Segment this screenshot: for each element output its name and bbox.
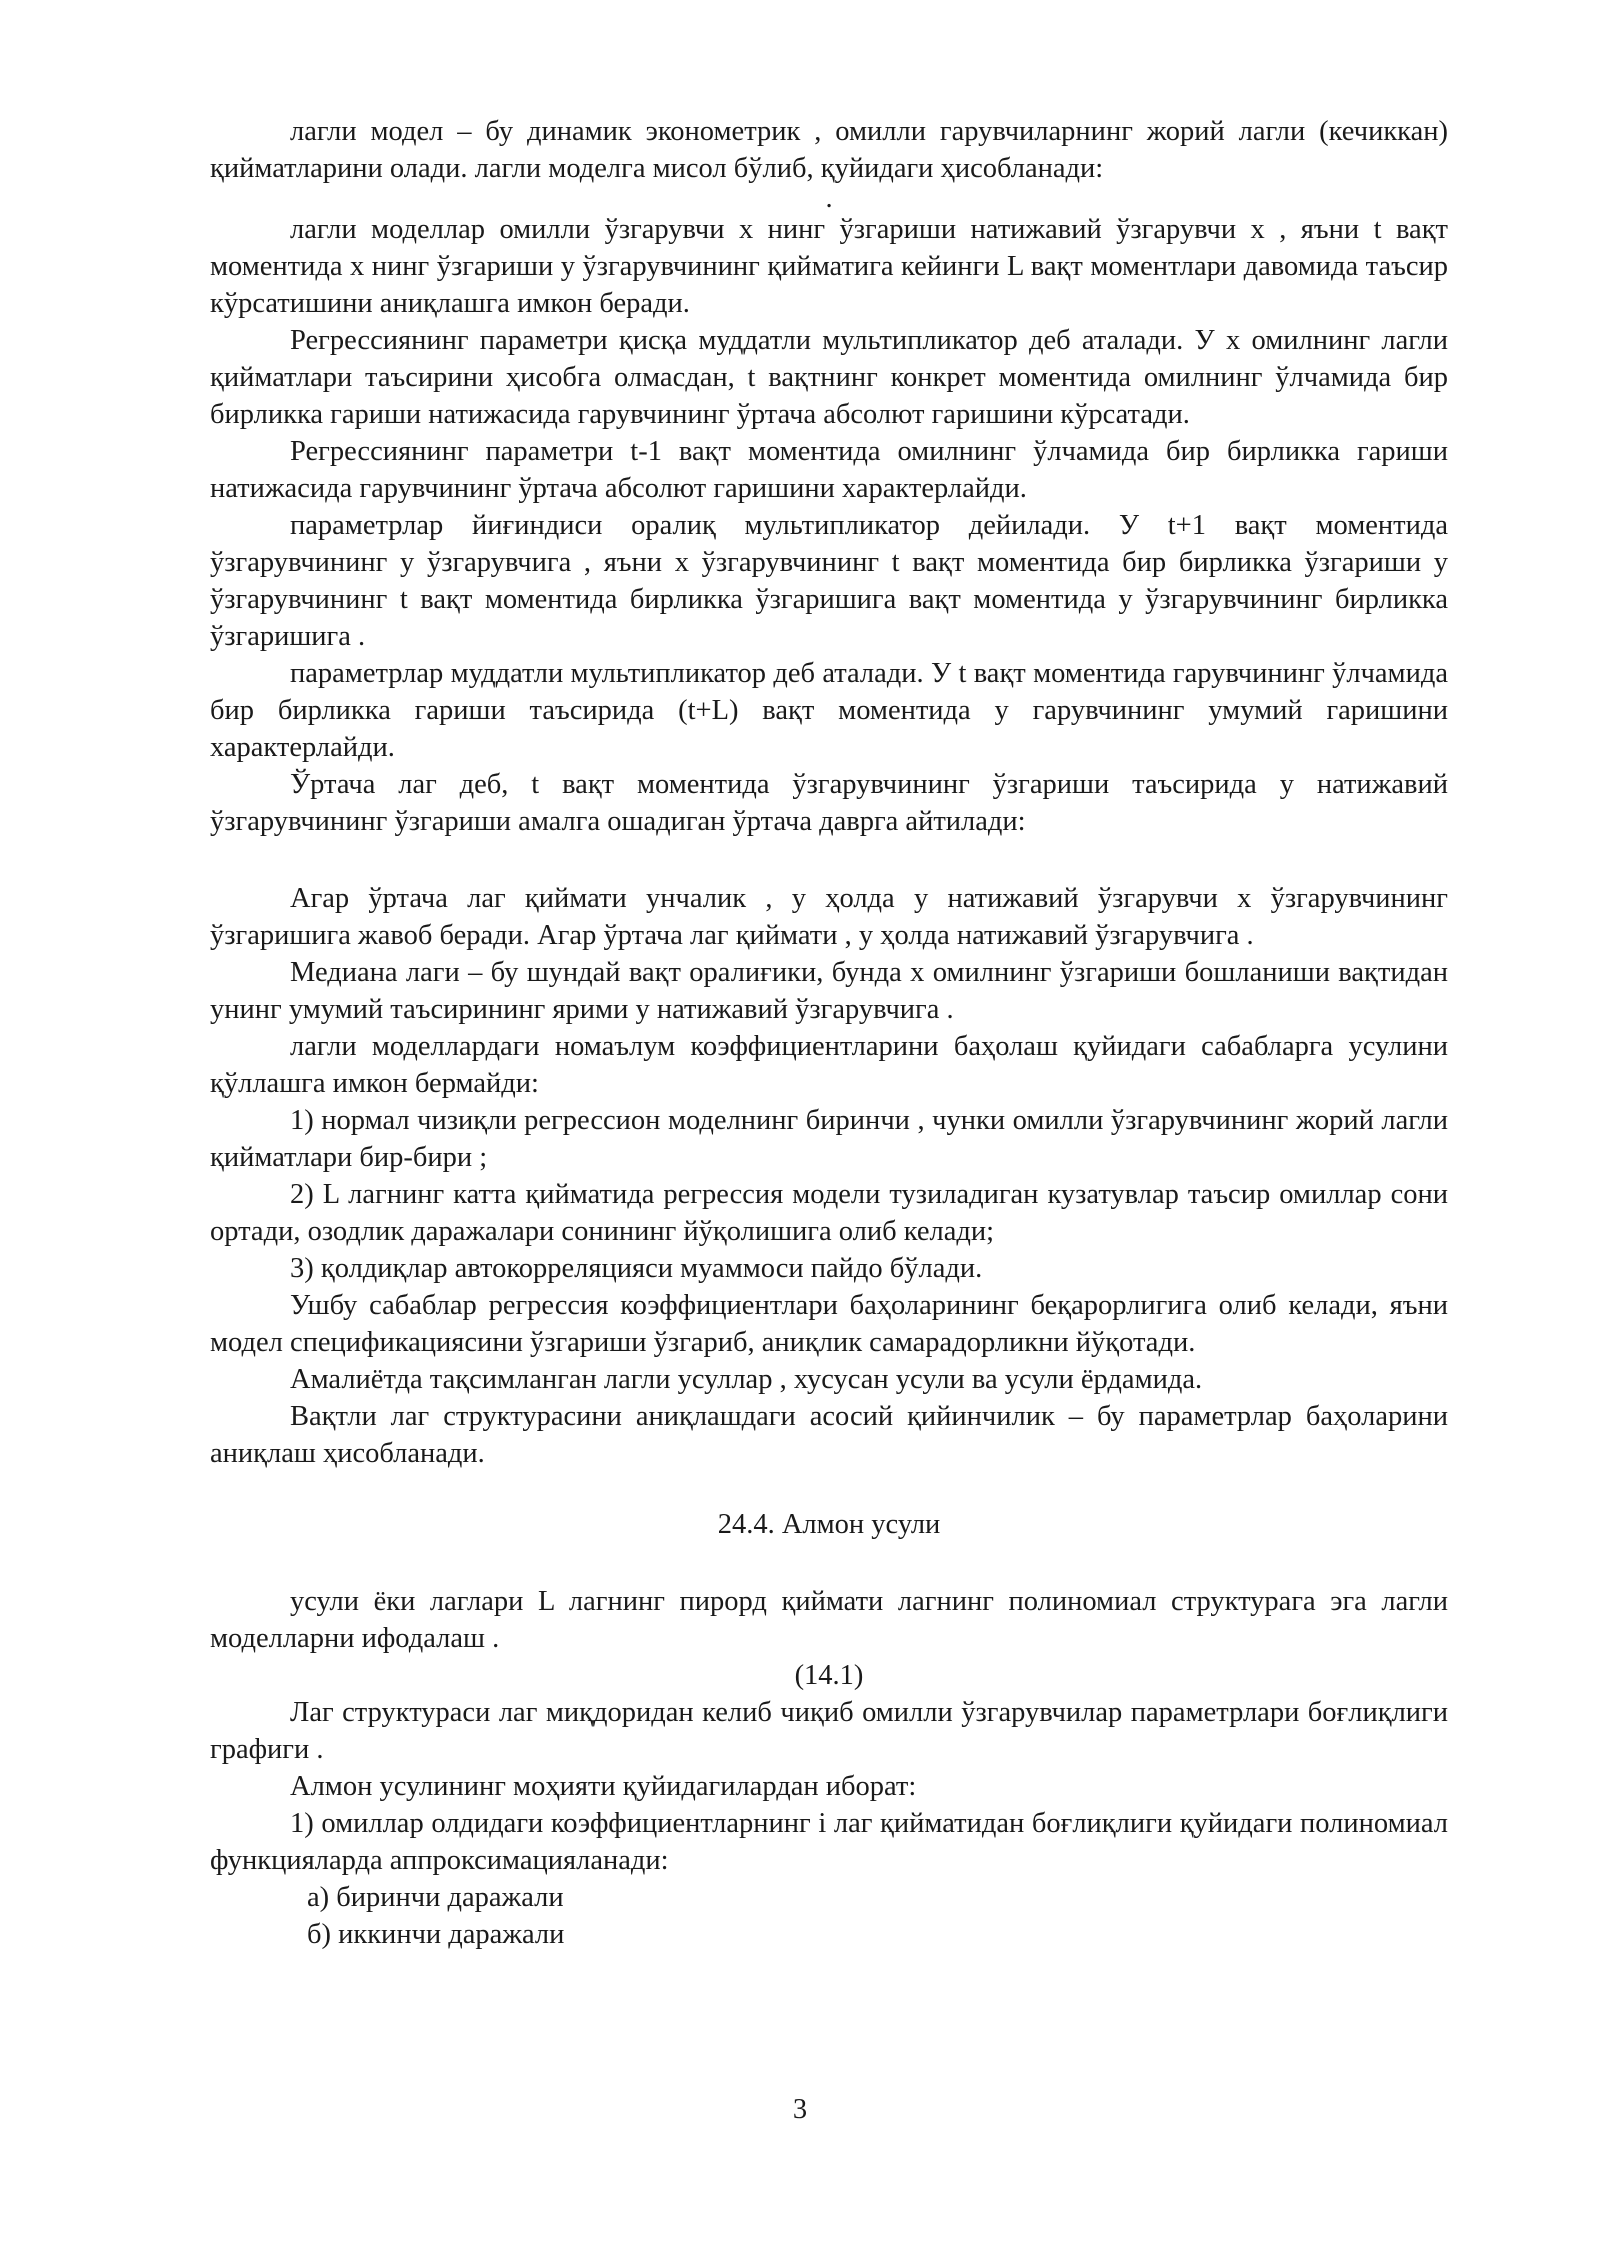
paragraph: Амалиётда тақсимланган лагли усуллар , хусусан усули ва усули ёрдамида. (290, 1364, 1203, 1395)
section-heading: 24.4. Алмон усули (717, 1509, 941, 1540)
equation-number: (14.1) (794, 1660, 864, 1691)
paragraph: Вақтли лаг структурасини аниқлашдаги асосий қийинчилик – бу параметрлар баҳоларини аниқлаш ҳисобланади. (210, 1401, 1448, 1469)
paragraph: Регрессиянинг параметри t-1 вақт моментида омилнинг ўлчамида бир бирликка гариши натижасида гарувчининг ўртача абсолют гаришини характерлайди. (210, 436, 1448, 504)
paragraph: Агар ўртача лаг қиймати унчалик , y ҳолда y натижавий ўзгарувчи x ўзгарувчининг ўзгаришига жавоб беради. Агар ўртача лаг қиймати , y ҳолда натижавий ўзгарувчига . (210, 883, 1448, 951)
paragraph: усули ёки лаглари L лагнинг пирорд қиймати лагнинг полиномиал структурага эга лагли моделларни ифодалаш . (210, 1586, 1448, 1654)
paragraph: лагли моделлар омилли ўзгарувчи x нинг ўзгариши натижавий ўзгарувчи x , яъни t вақт моментида x нинг ўзгариши y ўзгарувчининг қийматига кейинги L вақт моментлари давомида таъсир кўрсатишини аниқлашга имкон беради. (210, 214, 1448, 319)
paragraph: Ушбу сабаблар регрессия коэффициентлари баҳоларининг беқарорлигига олиб келади, яъни модел спецификациясини ўзгариши ўзгариб, аниқлик самарадорликни йўқотади. (210, 1290, 1448, 1358)
formula-gap (210, 840, 1448, 880)
page-number: 3 (792, 2094, 808, 2125)
paragraph: Алмон усулининг моҳияти қуйидагилардан иборат: (290, 1771, 917, 1802)
sub-list-item: а) биринчи даражали (307, 1882, 564, 1913)
body-text (210, 113, 1448, 1953)
paragraph: лагли моделлардаги номаълум коэффициентларини баҳолаш қуйидаги сабабларга усулини қўллашга имкон бермайди: (210, 1031, 1448, 1099)
paragraph: Ўртача лаг деб, t вақт моментида ўзгарувчининг ўзгариши таъсирида y натижавий ўзгарувчининг ўзгариши амалга ошадиган ўртача даврга айтилади: (210, 769, 1448, 837)
paragraph: Регрессиянинг параметри қисқа муддатли мультипликатор деб аталади. У x омилнинг лагли қийматлари таъсирини ҳисобга олмасдан, t вақтнинг конкрет моментида омилнинг ўлчамида бир бирликка гариши натижасида гарувчининг ўртача абсолют гаришини кўрсатади. (210, 325, 1448, 430)
paragraph: Лаг структураси лаг миқдоридан келиб чиқиб омилли ўзгарувчилар параметрлари боғлиқлиги графиги . (210, 1697, 1448, 1765)
list-item: 2) L лагнинг катта қийматида регрессия модели тузиладиган кузатувлар таъсир омиллар сони ортади, озодлик даражалари сонининг йўқолишига олиб келади; (210, 1179, 1448, 1247)
list-item: 1) нормал чизиқли регрессион моделнинг биринчи , чунки омилли ўзгарувчининг жорий лагли қийматлари бир-бири ; (210, 1105, 1448, 1173)
list-item: 3) қолдиқлар автокорреляцияси муаммоси пайдо бўлади. (290, 1253, 983, 1284)
sub-list-item: б) иккинчи даражали (307, 1919, 565, 1950)
list-item: 1) омиллар олдидаги коэффициентларнинг i лаг қийматидан боғлиқлиги қуйидаги полиномиал функцияларда аппроксимацияланади: (210, 1808, 1448, 1876)
paragraph: параметрлар муддатли мультипликатор деб аталади. У t вақт моментида гарувчининг ўлчамида бир бирликка гариши таъсирида (t+L) вақт моментида y гарувчининг умумий гаришини характерлайди. (210, 658, 1448, 763)
paragraph: лагли модел – бу динамик эконометрик , омилли гарувчиларнинг жорий лагли (кечиккан) қийматларини олади. лагли моделга мисол бўлиб, қуйидаги ҳисобланади: (210, 116, 1448, 184)
paragraph: параметрлар йиғиндиси оралиқ мультипликатор дейилади. У t+1 вақт моментида ўзгарувчининг y ўзгарувчига , яъни x ўзгарувчининг t вақт моментида бир бирликка ўзгариши y ўзгарувчининг t вақт моментида бирликка ўзгаришига вақт моментида y ўзгарувчининг бирликка ўзгаришига . (210, 510, 1448, 652)
paragraph: Медиана лаги – бу шундай вақт оралиғики, бунда x омилнинг ўзгариши бошланиши вақтидан унинг умумий таъсирининг ярими y натижавий ўзгарувчига . (210, 957, 1448, 1025)
formula-placeholder: . (825, 183, 833, 214)
